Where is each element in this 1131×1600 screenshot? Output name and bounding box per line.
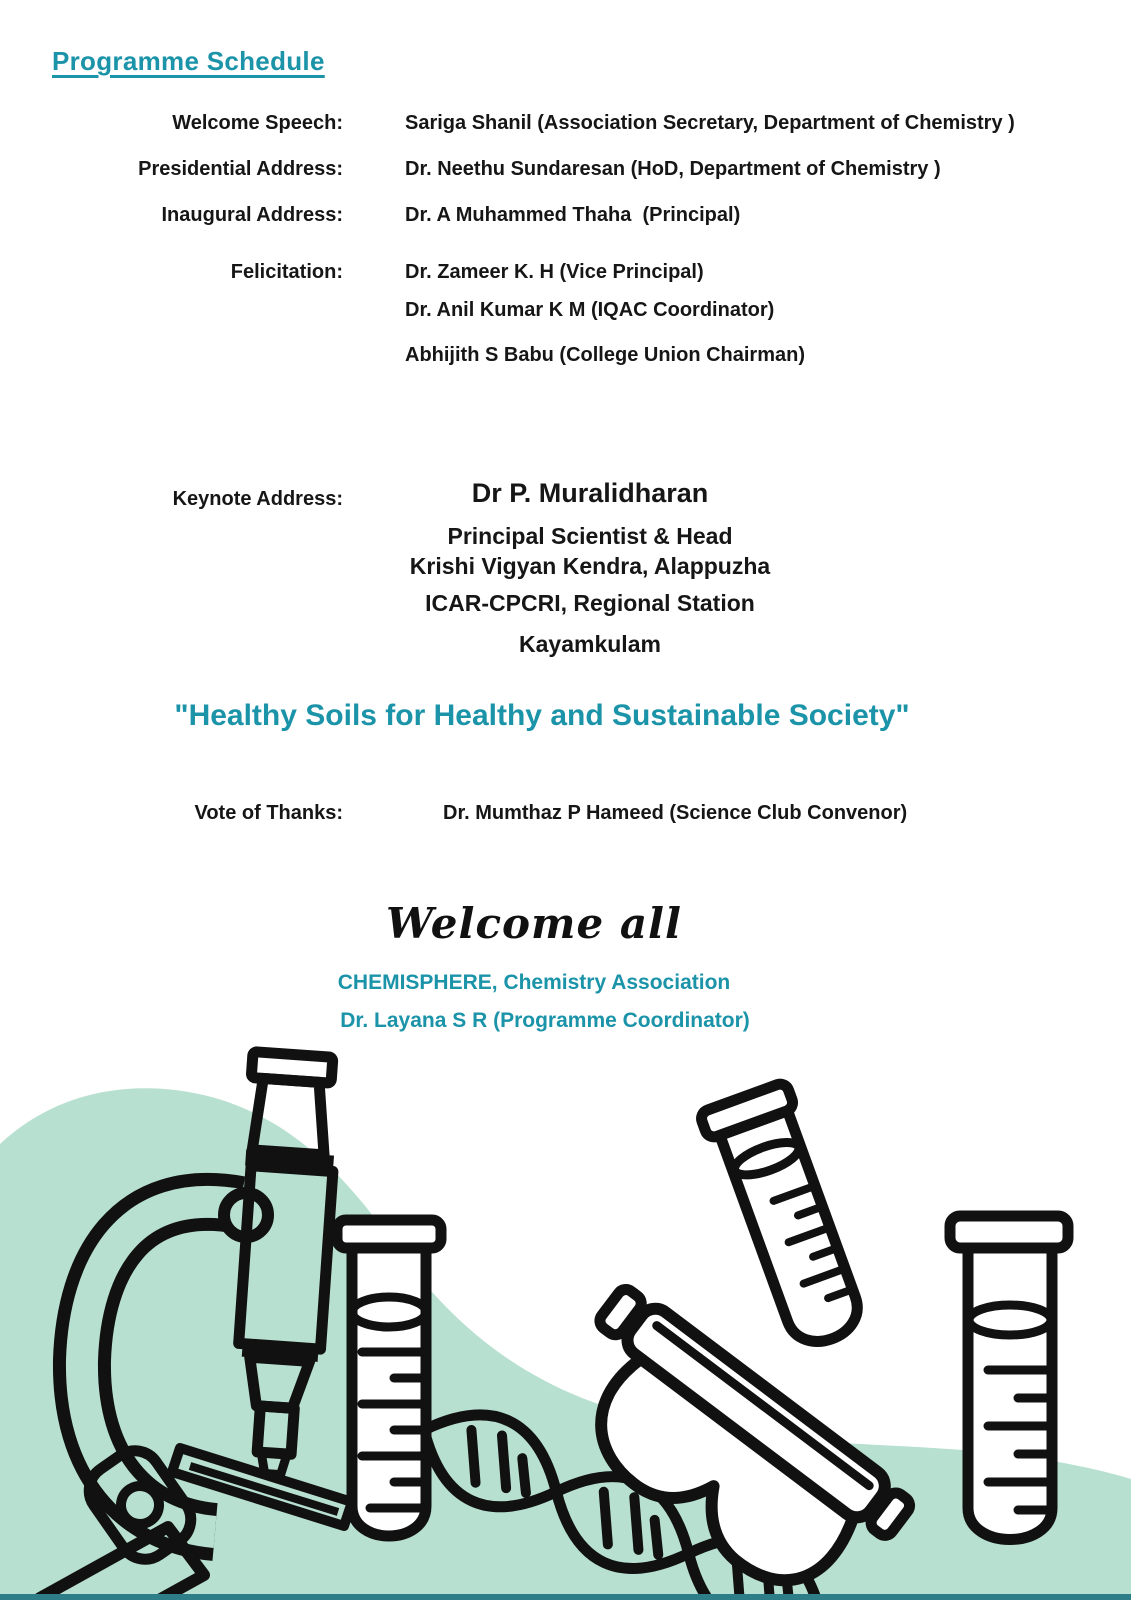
bottom-edge-strip bbox=[0, 1594, 1131, 1600]
schedule-row bbox=[0, 202, 1131, 228]
test-tube-right-icon bbox=[950, 1216, 1068, 1540]
association-name: CHEMISPHERE, Chemistry Association bbox=[337, 971, 731, 994]
test-tube-icon bbox=[337, 1220, 441, 1536]
row-value: Dr. Mumthaz P Hameed (Science Club Convenor) bbox=[443, 802, 908, 824]
felicitation-row bbox=[0, 259, 1131, 285]
schedule-row bbox=[0, 110, 1131, 136]
theme-quote: "Healthy Soils for Healthy and Sustainable Society" bbox=[174, 699, 910, 732]
row-label: Felicitation: bbox=[230, 261, 343, 283]
science-illustration bbox=[0, 1040, 1131, 1600]
felicitation-row bbox=[0, 297, 1131, 323]
row-label: Inaugural Address: bbox=[161, 204, 343, 226]
row-value: Dr. Neethu Sundaresan (HoD, Department of Chemistry ) bbox=[405, 158, 941, 180]
felicitation-row bbox=[0, 342, 1131, 368]
row-value: Dr. A Muhammed Thaha (Principal) bbox=[405, 204, 741, 226]
row-label: Presidential Address: bbox=[138, 158, 343, 180]
row-label: Vote of Thanks: bbox=[194, 802, 343, 824]
keynote-detail: Krishi Vigyan Kendra, Alappuzha bbox=[409, 553, 771, 579]
keynote-detail: Kayamkulam bbox=[519, 631, 661, 657]
row-value: Abhijith S Babu (College Union Chairman) bbox=[405, 344, 805, 366]
programme-coordinator: Dr. Layana S R (Programme Coordinator) bbox=[340, 1009, 750, 1032]
row-label: Welcome Speech: bbox=[172, 112, 343, 134]
schedule-row bbox=[0, 156, 1131, 182]
row-value: Sariga Shanil (Association Secretary, Department of Chemistry ) bbox=[405, 112, 1015, 134]
row-value: Dr. Zameer K. H (Vice Principal) bbox=[405, 261, 704, 283]
tilted-test-tube-icon bbox=[699, 1082, 874, 1355]
welcome-all-text: Welcome all bbox=[386, 899, 682, 948]
row-value: Dr. Anil Kumar K M (IQAC Coordinator) bbox=[405, 299, 775, 321]
keynote-speaker: Dr P. Muralidharan bbox=[471, 478, 709, 508]
keynote-detail: ICAR-CPCRI, Regional Station bbox=[425, 590, 755, 616]
keynote-detail: Principal Scientist & Head bbox=[447, 523, 733, 549]
row-label: Keynote Address: bbox=[172, 488, 343, 510]
page-title: Programme Schedule bbox=[52, 46, 325, 76]
vote-of-thanks-row bbox=[0, 800, 1131, 826]
